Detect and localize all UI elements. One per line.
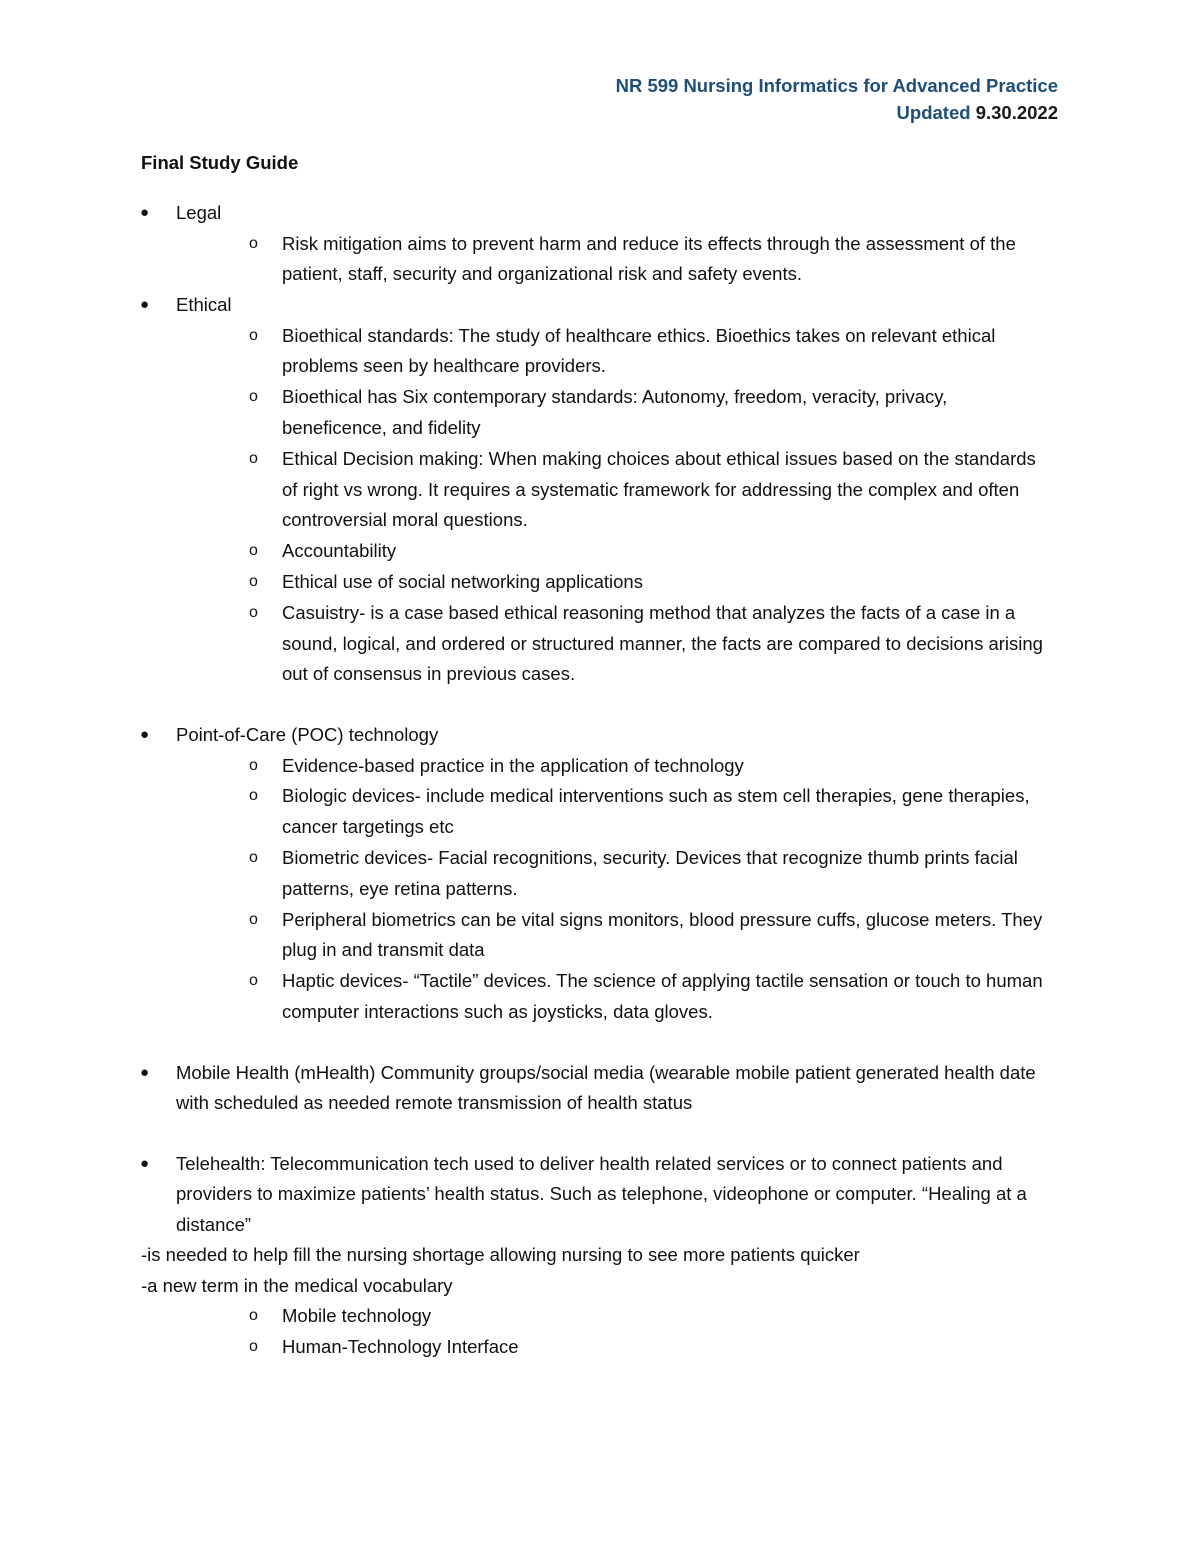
sub-item-text: Mobile technology: [282, 1305, 432, 1327]
bullet-legal: [0, 198, 1200, 229]
sub-item-text: Haptic devices- “Tactile” devices. The science of applying tactile sensation or touch to human computer interactions such as joysticks, data gloves.: [282, 970, 1043, 1023]
sub-item: [0, 905, 1200, 967]
sub-item: [0, 966, 1200, 1028]
updated-line: [616, 99, 1058, 126]
bullet-icon: ●: [140, 1154, 150, 1172]
sub-bullet-icon: o: [249, 388, 258, 406]
updated-label: Updated: [896, 102, 976, 123]
sub-bullet-icon: o: [249, 1338, 258, 1356]
bullet-icon: ●: [140, 204, 150, 221]
sub-item-text: Peripheral biometrics can be vital signs monitors, blood pressure cuffs, glucose meters. They plug in and transmit data: [282, 908, 1043, 961]
spacer: [0, 1119, 1200, 1149]
page-title: Final Study Guide: [141, 152, 299, 173]
sub-item-text: Risk mitigation aims to prevent harm and reduce its effects through the assessment of the patient, staff, security and organizational risk and safety events.: [282, 232, 1016, 285]
bullet-poc: [0, 720, 1200, 751]
sub-bullet-icon: o: [249, 572, 258, 590]
sub-bullet-icon: o: [249, 910, 258, 928]
sub-item: [0, 843, 1200, 905]
sub-item-text: Biometric devices- Facial recognitions, security. Devices that recognize thumb prints facial patterns, eye retina patterns.: [282, 847, 1018, 899]
sub-item-text: Casuistry- is a case based ethical reasoning method that analyzes the facts of a case in a sound, logical, and ordered or structured manner, the facts are compared to decisions arising out of consensus in previous cases.: [282, 601, 1043, 685]
bullet-label: Legal: [176, 202, 222, 223]
bullet-icon: ●: [140, 1063, 150, 1081]
sub-bullet-icon: o: [249, 326, 258, 344]
sub-bullet-icon: o: [249, 756, 258, 774]
sub-item: [0, 321, 1200, 383]
sub-bullet-icon: o: [249, 542, 258, 560]
sub-item: [0, 444, 1200, 536]
spacer: [0, 1028, 1200, 1058]
sub-item-text: Bioethical standards: The study of healthcare ethics. Bioethics takes on relevant ethical problems seen by healthcare providers.: [282, 324, 996, 377]
note-line: -is needed to help fill the nursing shortage allowing nursing to see more patients quicker: [141, 1244, 860, 1266]
bullet-label: Telehealth: Telecommunication tech used to deliver health related services or to connect patients and providers to maximize patients’ health status. Such as telephone, videophone or computer. “Healing at a distance”: [176, 1152, 1027, 1235]
sub-item: [0, 781, 1200, 843]
document-body: [0, 198, 1200, 1363]
sub-item-text: Accountability: [282, 540, 397, 562]
sub-item: [0, 229, 1200, 291]
sub-bullet-icon: o: [249, 234, 258, 252]
bullet-icon: ●: [140, 726, 150, 744]
sub-item-text: Human-Technology Interface: [282, 1336, 519, 1358]
sub-bullet-icon: o: [249, 849, 258, 867]
sub-item: [0, 382, 1200, 444]
bullet-label: Point-of-Care (POC) technology: [176, 724, 439, 746]
sub-item: [0, 1301, 1200, 1332]
sub-item-text: Ethical Decision making: When making choices about ethical issues based on the standards of right vs wrong. It requires a systematic framework for addressing the complex and often controversial moral questions.: [282, 447, 1036, 531]
document-header: [616, 72, 1058, 126]
sub-item: [0, 567, 1200, 598]
sub-item: [0, 536, 1200, 567]
sub-item-text: Biologic devices- include medical interventions such as stem cell therapies, gene therapies, cancer targetings etc: [282, 785, 1030, 838]
sub-bullet-icon: o: [249, 787, 258, 805]
bullet-ethical: [0, 290, 1200, 321]
course-title: NR 599 Nursing Informatics for Advanced Practice: [615, 75, 1058, 96]
sub-item: [0, 1332, 1200, 1363]
bullet-icon: ●: [140, 296, 150, 314]
bullet-mhealth: [0, 1058, 1200, 1119]
updated-date: 9.30.2022: [975, 102, 1058, 123]
sub-bullet-icon: o: [249, 972, 258, 990]
spacer: [0, 690, 1200, 720]
sub-item: [0, 598, 1200, 690]
bullet-label: Ethical: [176, 294, 232, 316]
sub-item-text: Bioethical has Six contemporary standards: Autonomy, freedom, veracity, privacy, beneficence, and fidelity: [282, 386, 948, 438]
sub-bullet-icon: o: [249, 449, 258, 467]
bullet-telehealth: [0, 1149, 1200, 1241]
sub-item: [0, 751, 1200, 782]
note-line: -a new term in the medical vocabulary: [141, 1274, 453, 1296]
sub-bullet-icon: o: [249, 1307, 258, 1325]
sub-item-text: Evidence-based practice in the application of technology: [282, 754, 744, 776]
sub-item-text: Ethical use of social networking applications: [282, 570, 643, 592]
sub-bullet-icon: o: [249, 603, 258, 621]
bullet-label: Mobile Health (mHealth) Community groups/social media (wearable mobile patient generated health date with scheduled as needed remote transmission of health status: [176, 1061, 1036, 1114]
